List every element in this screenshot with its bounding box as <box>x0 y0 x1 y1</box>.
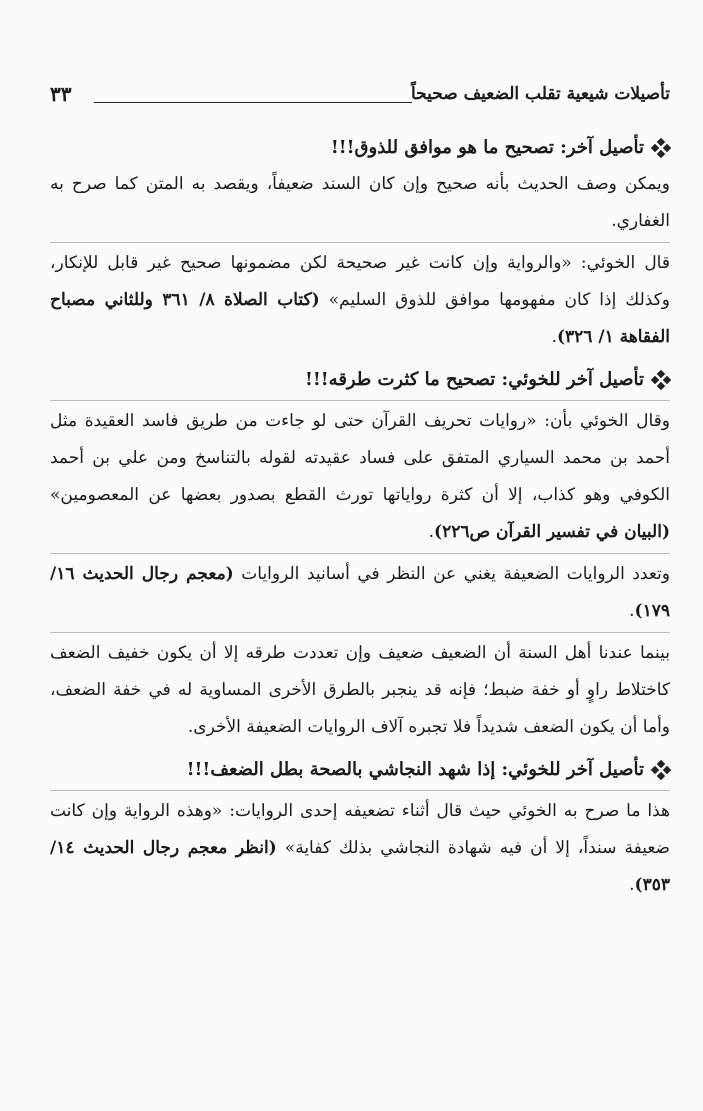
divider <box>50 553 670 554</box>
paragraph <box>50 245 670 356</box>
paragraph <box>50 403 670 551</box>
header-rule <box>94 102 412 103</box>
punctuation: . <box>428 522 435 542</box>
page-number: ٣٣ <box>50 82 72 106</box>
paragraph: بينما عندنا أهل السنة أن الضعيف ضعيف وإن تعددت طرقه إلا أن يكون خفيف الضعف كاختلاط راوٍ أو خفة ضبط؛ فإنه قد ينجبر بالطرق الأخرى المساوية له في خفة الضعف، وأما أن يكون الضعف شديداً فلا تجبره آلاف الروايات الضعيفة الأخرى. <box>50 643 670 737</box>
page-header <box>50 80 670 116</box>
citation: (معجم رجال الحديث ١٦/ ١٧٩) <box>50 564 670 621</box>
paragraph-text: هذا ما صرح به الخوئي حيث قال أثناء تضعيفه إحدى الروايات: «وهذه الرواية وإن كانت ضعيفة سنداً، إلا أن فيه شهادة النجاشي بذلك كفاية» <box>50 801 670 858</box>
paragraph: ويمكن وصف الحديث بأنه صحيح وإن كان السند ضعيفاً، ويقصد به المتن كما صرح به الغفاري. <box>50 174 670 231</box>
paragraph-text: وتعدد الروايات الضعيفة يغني عن النظر في أسانيد الروايات <box>233 564 670 584</box>
paragraph-text: وقال الخوئي بأن: «روايات تحريف القرآن حتى لو جاءت من طريق فاسد العقيدة مثل أحمد بن محمد السياري المتفق على فساد عقيدته لقوله بالتناسخ ومن علي بن أحمد الكوفي وهو كذاب، إلا أن كثرة رواياتها تورث القطع بصدور بعضها عن المعصومين» <box>50 411 670 505</box>
citation: (كتاب الصلاة ٨/ ٣٦١ وللثاني مصباح الفقاهة ١/ ٣٢٦) <box>50 290 670 347</box>
punctuation: . <box>629 875 635 895</box>
section-heading <box>50 752 670 788</box>
divider <box>50 790 670 791</box>
citation: (انظر معجم رجال الحديث ١٤/ ٣٥٣) <box>50 838 670 895</box>
diamond-ornament-icon <box>652 139 670 157</box>
punctuation: . <box>629 601 635 621</box>
divider <box>50 400 670 401</box>
citation: (البيان في تفسير القرآن ص٢٢٦) <box>434 522 670 542</box>
section-heading <box>50 362 670 398</box>
paragraph-text: قال الخوئي: «والرواية وإن كانت غير صحيحة لكن مضمونها صحيح غير قابل للإنكار، وكذلك إذا كان مفهومها موافق للذوق السليم» <box>50 253 670 310</box>
running-title: تأصيلات شيعية تقلب الضعيف صحيحاً <box>410 84 670 104</box>
heading-text: تأصيل آخر: تصحيح ما هو موافق للذوق!!! <box>330 137 644 158</box>
heading-text: تأصيل آخر للخوئي: إذا شهد النجاشي بالصحة بطل الضعف!!! <box>186 759 644 780</box>
section-heading <box>50 130 670 166</box>
paragraph <box>50 556 670 630</box>
diamond-ornament-icon <box>652 761 670 779</box>
paragraph <box>50 793 670 904</box>
heading-text: تأصيل آخر للخوئي: تصحيح ما كثرت طرقه!!! <box>304 369 644 390</box>
divider <box>50 242 670 243</box>
diamond-ornament-icon <box>652 371 670 389</box>
page-body <box>50 130 670 904</box>
divider <box>50 632 670 633</box>
punctuation: . <box>551 327 557 347</box>
